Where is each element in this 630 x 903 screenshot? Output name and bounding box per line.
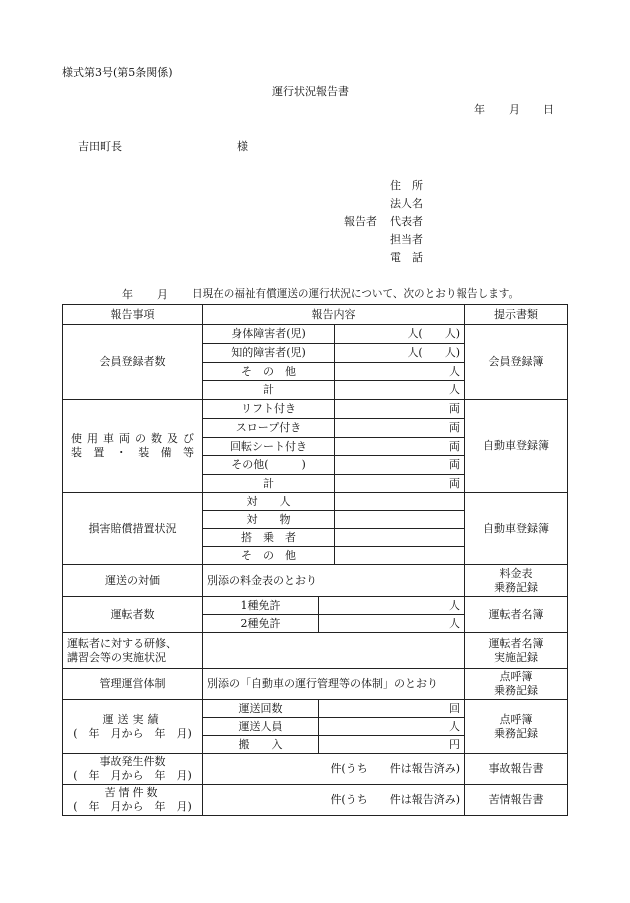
results-row-value[interactable]: 回 — [319, 700, 465, 718]
vehicles-doc: 自動車登録簿 — [465, 400, 568, 493]
drivers-row-value[interactable]: 人 — [319, 615, 465, 633]
accidents-label — [63, 754, 203, 785]
insurance-row-value[interactable] — [335, 511, 465, 529]
insurance-row-value[interactable] — [335, 547, 465, 565]
vehicles-label — [63, 400, 203, 493]
fare-content: 別添の料金表のとおり — [203, 565, 465, 597]
training-label-line1: 運転者に対する研修、 — [67, 636, 177, 650]
members-label: 会員登録者数 — [63, 325, 203, 400]
vehicles-row-value[interactable]: 両 — [335, 400, 465, 419]
training-content[interactable] — [203, 633, 465, 669]
page-title: 運行状況報告書 — [272, 85, 349, 98]
management-doc — [465, 669, 568, 700]
members-row-label: そ の 他 — [203, 363, 335, 381]
management-content: 別添の「自動車の運行管理等の体制」のとおり — [203, 669, 465, 700]
results-row-label: 搬 入 — [203, 736, 319, 754]
members-doc: 会員登録簿 — [465, 325, 568, 400]
results-row-label: 運送人員 — [203, 718, 319, 736]
insurance-doc: 自動車登録簿 — [465, 493, 568, 565]
results-label-line2: ( 年 月から 年 月) — [73, 726, 192, 740]
reporter-person-in-charge-label: 担当者 — [390, 233, 423, 246]
header-content: 報告内容 — [203, 305, 465, 325]
members-row-label: 身体障害者(児) — [203, 325, 335, 344]
results-row-value[interactable]: 円 — [319, 736, 465, 754]
training-label-line2: 講習会等の実施状況 — [67, 650, 166, 664]
complaints-doc: 苦情報告書 — [465, 785, 568, 816]
training-doc-line1: 運転者名簿 — [488, 636, 544, 650]
insurance-row-value[interactable] — [335, 493, 465, 511]
training-doc-line2: 実施記録 — [494, 650, 539, 664]
accidents-doc: 事故報告書 — [465, 754, 568, 785]
fare-doc-line1: 料金表 — [499, 566, 533, 580]
training-label — [63, 633, 203, 669]
members-row-label: 知的障害者(児) — [203, 344, 335, 363]
table-row — [63, 493, 568, 511]
form-number: 様式第3号(第5条関係) — [62, 66, 173, 79]
members-row-value[interactable]: 人 — [335, 381, 465, 400]
complaints-content[interactable]: 件(うち 件は報告済み) — [203, 785, 465, 816]
report-table — [62, 304, 568, 816]
drivers-row-label: 1種免許 — [203, 597, 319, 615]
intro-month-label: 月 — [157, 288, 168, 301]
reporter-representative-label: 代表者 — [390, 215, 423, 228]
header-docs: 提示書類 — [465, 305, 568, 325]
table-row — [63, 400, 568, 419]
vehicles-row-label: リフト付き — [203, 400, 335, 419]
drivers-doc: 運転者名簿 — [465, 597, 568, 633]
fare-label: 運送の対価 — [63, 565, 203, 597]
insurance-row-label: そ の 他 — [203, 547, 335, 565]
results-row-label: 運送回数 — [203, 700, 319, 718]
vehicles-row-label: 回転シート付き — [203, 438, 335, 456]
table-row — [63, 325, 568, 344]
complaints-label — [63, 785, 203, 816]
date-day-label: 日 — [543, 103, 554, 116]
drivers-row-value[interactable]: 人 — [319, 597, 465, 615]
members-row-value[interactable]: 人( 人) — [335, 344, 465, 363]
results-doc-line1: 点呼簿 — [499, 712, 533, 726]
table-row — [63, 785, 568, 816]
vehicles-label-line1: 使用車両の数及び — [71, 432, 194, 446]
members-row-value[interactable]: 人 — [335, 363, 465, 381]
intro-text: 日現在の福祉有償運送の運行状況について、次のとおり報告します。 — [192, 288, 520, 300]
complaints-label-line1: 苦情件数 — [104, 786, 161, 800]
results-label-line1: 運送実績 — [102, 712, 163, 726]
results-label — [63, 700, 203, 754]
fare-doc-line2: 乗務記録 — [494, 580, 539, 594]
table-header-row — [63, 305, 568, 325]
drivers-row-label: 2種免許 — [203, 615, 319, 633]
members-row-value[interactable]: 人( 人) — [335, 325, 465, 344]
intro-year-label: 年 — [122, 288, 133, 301]
table-row — [63, 565, 568, 597]
results-row-value[interactable]: 人 — [319, 718, 465, 736]
vehicles-row-value[interactable]: 両 — [335, 419, 465, 438]
reporter-corp-name-label: 法人名 — [390, 197, 423, 210]
recipient-name: 吉田町長 — [78, 140, 122, 153]
insurance-label: 損害賠償措置状況 — [63, 493, 203, 565]
management-label: 管理運営体制 — [63, 669, 203, 700]
management-doc-line2: 乗務記録 — [494, 684, 539, 697]
accidents-label-line1: 事故発生件数 — [99, 755, 166, 769]
vehicles-label-line2: 装置・装備等 — [71, 446, 194, 459]
header-item: 報告事項 — [63, 305, 203, 325]
table-row — [63, 669, 568, 700]
results-doc — [465, 700, 568, 754]
management-doc-line1: 点呼簿 — [499, 670, 533, 684]
results-doc-line2: 乗務記録 — [494, 726, 539, 740]
insurance-row-label: 搭 乗 者 — [203, 529, 335, 547]
training-doc — [465, 633, 568, 669]
date-month-label: 月 — [509, 103, 520, 116]
table-row — [63, 597, 568, 615]
reporter-address-label: 住 所 — [390, 179, 423, 192]
complaints-label-line2: ( 年 月から 年 月) — [73, 800, 192, 813]
recipient-honorific: 様 — [237, 140, 248, 153]
vehicles-row-label: その他( ) — [203, 456, 335, 475]
table-row — [63, 700, 568, 718]
fare-doc — [465, 565, 568, 597]
accidents-label-line2: ( 年 月から 年 月) — [73, 769, 192, 782]
insurance-row-value[interactable] — [335, 529, 465, 547]
table-row — [63, 633, 568, 669]
accidents-content[interactable]: 件(うち 件は報告済み) — [203, 754, 465, 785]
date-year-label: 年 — [474, 103, 485, 116]
table-row — [63, 754, 568, 785]
vehicles-row-value[interactable]: 両 — [335, 438, 465, 456]
vehicles-row-label: 計 — [203, 475, 335, 493]
members-row-label: 計 — [203, 381, 335, 400]
reporter-label: 報告者 — [344, 215, 377, 228]
vehicles-row-value[interactable]: 両 — [335, 456, 465, 475]
reporter-phone-label: 電 話 — [390, 251, 423, 264]
insurance-row-label: 対 物 — [203, 511, 335, 529]
vehicles-row-value[interactable]: 両 — [335, 475, 465, 493]
insurance-row-label: 対 人 — [203, 493, 335, 511]
drivers-label: 運転者数 — [63, 597, 203, 633]
vehicles-row-label: スロープ付き — [203, 419, 335, 438]
